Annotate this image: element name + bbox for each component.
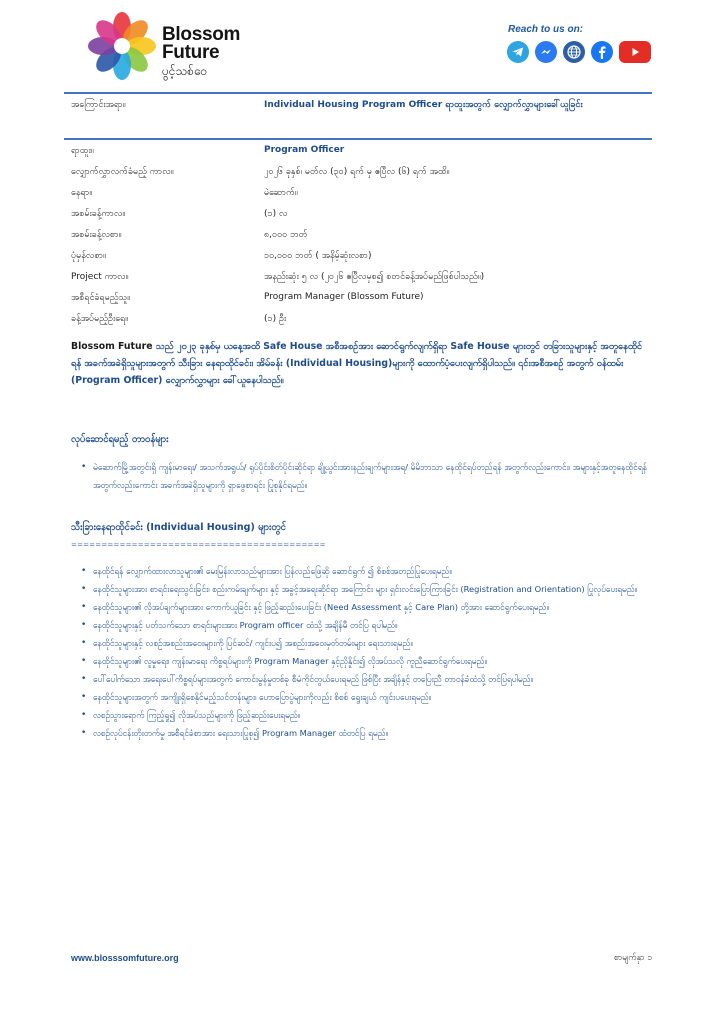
duties-title: လုပ်ဆောင်ရမည့် တာဝန်များ: [71, 434, 169, 445]
housing-duties-list: [71, 562, 651, 742]
detail-value-probation-period: (၁) လ: [264, 209, 288, 219]
housing-item: • နေထိုင်သူများ၏ လူမှုရေး၊ ကျန်းမာရေး ကိစ္စရပ်များကို Program Manager နှင့်ညှိနှိုင်း၍ လိုအပ်သလို ကူညီဆောင်ရွက်ပေးရမည်။: [71, 652, 651, 670]
top-rule: [64, 92, 652, 94]
detail-value-position: Program Officer: [264, 145, 345, 155]
detail-value-location: မဲဆောက်။: [264, 188, 298, 198]
housing-item: • နေထိုင်သူများအား စာရင်းရေးသွင်းခြင်း၊ စည်းကမ်းချက်များ နှင့် အခွင့်အရေးဆိုင်ရာ အကြောင်း များ ရှင်းလင်းပြောကြားခြင်း (Registration and Orientation) ပြုလုပ်ပေးရမည်။: [71, 580, 651, 598]
detail-value-headcount: (၁) ဦး: [264, 314, 287, 324]
page-number: စာမျက်နှာ ၁: [613, 953, 652, 963]
logo-wordmark: [162, 26, 240, 81]
logo-line-1: Blossom: [162, 24, 241, 45]
housing-item: • လစဉ်သွားရောက် ကြည့်ရှု၍ လိုအပ်သည်များကို ဖြည့်ဆည်းပေးရမည်။: [71, 706, 651, 724]
detail-value-application-period: ၂၀၂၆ ခုနှစ်၊ မတ်လ (၃၀) ရက် မှ ဧပြီလ (၆) ရက် အထိ။: [264, 167, 450, 177]
housing-item: • နေထိုင်သူများအတွက် အကျိုးရှိစေနိုင်မည့်သင်တန်းများ၊ ဟောပြောပွဲများကိုလည်း စိစစ် ရွေးချယ် ကျင်းပပေးရမည်။: [71, 688, 651, 706]
blossom-future-logo: [88, 12, 288, 82]
duties-list: [71, 458, 651, 494]
subject-label: အကြောင်းအရာ။: [71, 100, 126, 110]
telegram-icon[interactable]: [507, 41, 529, 63]
globe-icon[interactable]: [563, 41, 585, 63]
detail-label-application-period: လျှောက်လွှာလက်ခံမည့် ကာလ။: [71, 167, 174, 177]
subject-rule: [64, 138, 652, 140]
housing-item: • ပေါ်ပေါက်သော အရေးပေါ်ကိစ္စရပ်များအတွက် ကောင်းမွန်မှုတစ်ခု စီမံကိုင်တွယ်ပေးရမည် ဖြစ်ပြီး အချိန်နှင့် တပြေးညီ တာဝန်ခံထံသို့ တင်ပြရပါမည်။: [71, 670, 651, 688]
housing-title: သီးခြားနေရာထိုင်ခင်း (Individual Housing) များတွင်: [71, 522, 286, 533]
detail-value-reports-to: Program Manager (Blossom Future): [264, 292, 424, 302]
detail-label-regular-salary: ပုံမှန်လစာ။: [71, 251, 106, 261]
logo-subtitle: ပွင့်သစ်ဝေ: [162, 64, 208, 78]
detail-value-regular-salary: ၁၀,၀၀၀ ဘတ် ( အနိမ့်ဆုံးလစာ): [264, 251, 372, 261]
detail-label-probation-period: အစမ်းခန့်ကာလ။: [71, 209, 126, 219]
detail-label-headcount: ခန့်အပ်မည့်ဦးရေ။: [71, 314, 129, 324]
housing-item: • နေထိုင်ရန် လျှောက်ထားလာသူများ၏ မေးမြန်းလာသည်များအား ပြန်လည်ဖြေဆို ဆောင်ရွက် ၍ စိစစ်အတည်ပြုပေးရမည်။: [71, 562, 651, 580]
logo-line-2: Future: [162, 42, 220, 63]
social-links: [507, 41, 651, 63]
detail-label-reports-to: အစီရင်ခံရမည့်သူ။: [71, 293, 130, 303]
facebook-icon[interactable]: [591, 41, 613, 63]
intro-paragraph: [71, 338, 651, 389]
subject-value: Individual Housing Program Officer ရာထူးအတွက် လျှောက်လွှာများခေါ်ယူခြင်း: [264, 100, 583, 110]
housing-item: • လစဉ်လုပ်ငန်းတိုးတက်မှု အစီရင်ခံစာအား ရေးသားပြုစု၍ Program Manager ထံတင်ပြ ရမည်။: [71, 724, 651, 742]
duty-item: • မဲဆောက်မြို့အတွင်းရှိ ကျန်းမာရေး/ အသက်အရွယ်/ ရုပ်ပိုင်းစိတ်ပိုင်းဆိုင်ရာ ချို့ယွင်းအားနည်းချက်များအရ/ မိမိဘာသာ နေထိုင်ရပ်တည်ရန် အတွက်လည်းကောင်း၊ အများနှင့်အတူနေထိုင်ရန်အတွက်လည်းကောင်း အခက်အခဲရှိသူများကို ရှာဖွေစာရင်း ပြုစုနိုင်ရမည်။: [71, 458, 651, 494]
intro-text: သည် ၂၀၂၃ ခုနှစ်မှ ယနေ့အထိ Safe House အစီအစဉ်အား ဆောင်ရွက်လျက်ရှိရာ Safe House များတွင် တခြားသူများနှင့် အတူနေထိုင်ရန် အခက်အခဲရှိသူများအတွက် သီးခြား နေရာထိုင်ခင်း၊ အိမ်ခန်း (Individual Housing)များကို ထောက်ပံ့ပေးလျက်ရှိပါသည်။ ၎င်းအစီအစဉ် အတွက် ဝန်ထမ်း (Program Officer) လျှောက်လွှာများ ခေါ်ယူနေပါသည်။: [71, 341, 642, 386]
intro-brand: Blossom Future: [71, 341, 153, 352]
housing-item: • နေထိုင်သူများနှင့် ပတ်သက်သော စာရင်းများအား Program officer ထံသို့ အချိန်မီ တင်ပြ ရပါမည်။: [71, 616, 651, 634]
housing-item: • နေထိုင်သူများ၏ လိုအပ်ချက်များအား ကောက်ယူခြင်း နှင့် ဖြည့်ဆည်းပေးခြင်း (Need Assessment နှင့် Care Plan) တို့အား ဆောင်ရွက်ပေးရမည်။: [71, 598, 651, 616]
housing-item: • နေထိုင်သူများနှင့် လစဉ်အစည်းအဝေးများကို ပြင်ဆင်/ ကျင်းပ၍ အစည်းအဝေးမှတ်တမ်းများ ရေးသားရမည်။: [71, 634, 651, 652]
section-divider: ==========================================: [71, 541, 326, 549]
detail-value-probation-salary: ၈,၀၀၀ ဘတ်: [264, 230, 308, 240]
flower-logo-icon: [88, 12, 156, 80]
messenger-icon[interactable]: [535, 41, 557, 63]
detail-label-location: နေရာ။: [71, 188, 93, 198]
detail-label-position: ရာထူး။: [71, 146, 94, 156]
detail-label-project-period: Project ကာလ။: [71, 272, 129, 282]
detail-value-project-period: အနည်းဆုံး ၅ လ (၂၀၂၆ ဧပြီလမှစ၍ စတင်ခန့်အပ်မည်ဖြစ်ပါသည်။): [264, 272, 485, 282]
youtube-icon[interactable]: [619, 41, 651, 63]
detail-label-probation-salary: အစမ်းခန့်လစာ။: [71, 230, 122, 240]
footer-website-link[interactable]: www.blosssomfuture.org: [71, 953, 179, 963]
reach-label: Reach to us on:: [508, 24, 584, 35]
